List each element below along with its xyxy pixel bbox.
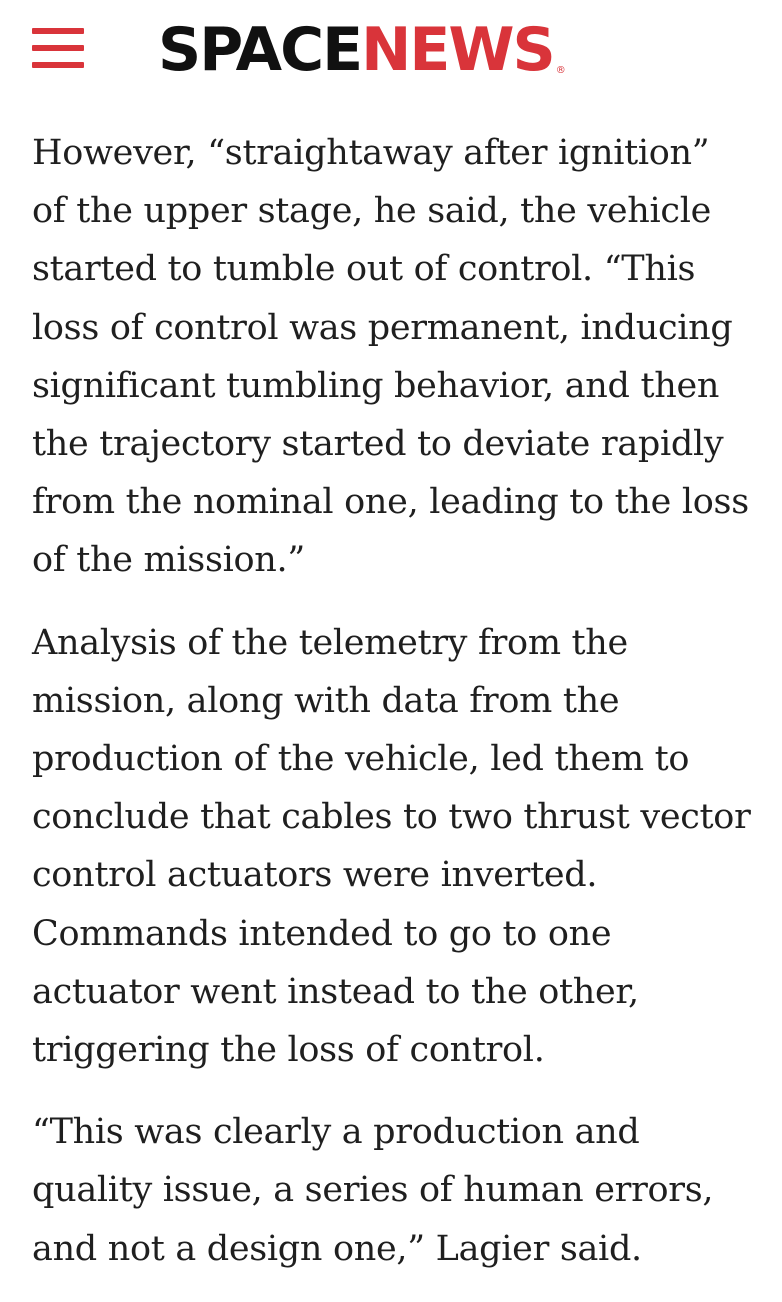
article-paragraph-2: Analysis of the telemetry from the mission, along with data from the production of the vehicle, led them to conclude that cables to two thrust vector control actuators were inverted. Commands intended to go to one actuator went instead to the other, triggering the loss of control.: [32, 622, 751, 1071]
spacenews-logo[interactable]: [158, 14, 566, 85]
menu-bar-bottom: [32, 62, 84, 68]
menu-bar-top: [32, 28, 84, 34]
article-paragraph-1: However, “straightaway after ignition” of the upper stage, he said, the vehicle started to tumble out of control. “This loss of control was permanent, inducing significant tumbling behavior, and then the trajectory started to deviate rapidly from the nominal one, leading to the loss of the mission.”: [32, 133, 749, 581]
menu-bar-middle: [32, 45, 84, 51]
hamburger-menu-icon[interactable]: [32, 28, 84, 68]
article-body: [32, 124, 752, 1302]
registered-mark: ®: [555, 65, 566, 76]
logo-space-text: SPACE: [158, 15, 362, 85]
article-paragraph-3: “This was clearly a production and quality issue, a series of human errors, and not a design one,” Lagier said.: [32, 1112, 714, 1269]
site-header: [0, 0, 782, 100]
logo-news-text: NEWS: [361, 15, 554, 85]
